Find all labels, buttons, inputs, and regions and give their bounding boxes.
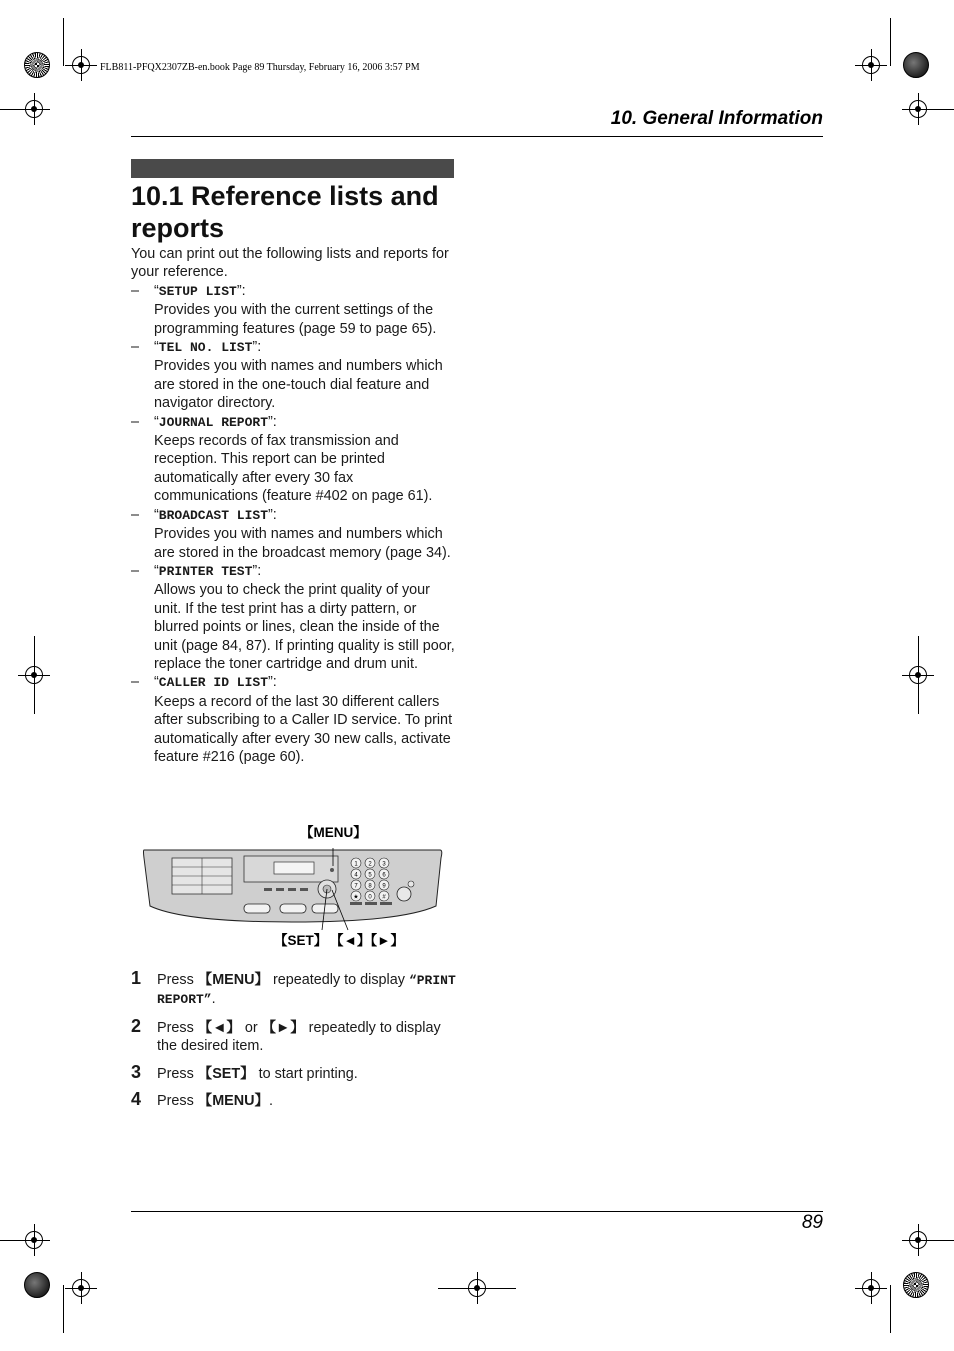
step: 3 Press 【SET】 to start printing. bbox=[131, 1061, 358, 1082]
keypad-key-label: 7 bbox=[354, 883, 358, 890]
step: 1 Press 【MENU】 repeatedly to display “PRINT REPORT”. bbox=[131, 968, 456, 1008]
report-name: “BROADCAST LIST”: bbox=[154, 506, 277, 523]
report-list-item bbox=[131, 562, 461, 673]
registration-target-icon bbox=[72, 1279, 90, 1297]
display-text: “PRINT REPORT” bbox=[157, 973, 456, 1008]
set-key-label: 【SET】 bbox=[274, 933, 328, 948]
report-list-item bbox=[131, 338, 461, 413]
list-dash: – bbox=[131, 506, 140, 523]
keypad-key-label: 4 bbox=[354, 872, 358, 879]
key-name: 【◄】 bbox=[197, 1019, 241, 1036]
key-name: 【MENU】 bbox=[197, 972, 269, 988]
registration-target-icon bbox=[862, 56, 880, 74]
keypad-key-label: 2 bbox=[368, 861, 372, 868]
footer-rule bbox=[131, 1211, 823, 1212]
report-list-item bbox=[131, 673, 461, 766]
key-name: 【SET】 bbox=[197, 1065, 255, 1082]
color-ball-mark-top-right bbox=[903, 52, 929, 78]
report-name: “JOURNAL REPORT”: bbox=[154, 413, 277, 430]
report-list-item bbox=[131, 506, 461, 562]
step-number: 4 bbox=[131, 1089, 142, 1110]
keypad-key-label: 5 bbox=[368, 872, 372, 879]
key-name: 【MENU】 bbox=[197, 1093, 269, 1110]
page-number: 89 bbox=[801, 1212, 823, 1233]
report-list-item bbox=[131, 413, 461, 506]
step: 2 Press 【◄】 or 【►】 repeatedly to display the desired item. bbox=[131, 1015, 441, 1055]
report-list bbox=[131, 282, 461, 767]
keypad-key-label: 1 bbox=[354, 861, 358, 868]
keypad-key-label: ★ bbox=[353, 894, 359, 901]
header-rule bbox=[131, 136, 823, 137]
report-description: Provides you with names and numbers which are stored in the broadcast memory (page 34). bbox=[154, 526, 451, 561]
starburst-mark-bottom-right bbox=[903, 1272, 929, 1298]
instruction-steps bbox=[131, 968, 461, 1119]
report-name: “PRINTER TEST”: bbox=[154, 562, 262, 579]
registration-target-icon bbox=[72, 56, 90, 74]
report-description: Keeps a record of the last 30 different callers after subscribing to a Caller ID service. To print automatically after every 30 new calls, activate feature #216 (page 60). bbox=[154, 693, 453, 765]
list-dash: – bbox=[131, 562, 140, 579]
report-name: “CALLER ID LIST”: bbox=[154, 674, 277, 691]
report-name: “TEL NO. LIST”: bbox=[154, 339, 262, 356]
report-name-text: BROADCAST LIST bbox=[158, 507, 269, 523]
report-name-text: TEL NO. LIST bbox=[158, 340, 253, 356]
step: 4 Press 【MENU】. bbox=[131, 1089, 273, 1110]
section-title: 10.1 Reference lists and reports bbox=[131, 181, 439, 243]
keypad-key-label: 6 bbox=[382, 872, 386, 879]
keypad-key-label: 0 bbox=[368, 894, 372, 901]
keypad-key-label: 3 bbox=[382, 861, 386, 868]
control-panel-diagram bbox=[140, 818, 450, 958]
list-dash: – bbox=[131, 282, 140, 299]
fax-panel-illustration bbox=[140, 818, 450, 958]
report-list-item bbox=[131, 282, 461, 338]
report-description: Keeps records of fax transmission and reception. This report can be printed automatically after every 30 fax communications (feature #402 on page 61). bbox=[154, 433, 433, 505]
report-name: “SETUP LIST”: bbox=[154, 282, 246, 299]
keypad-key-label: 8 bbox=[368, 883, 372, 890]
chapter-header: 10. General Information bbox=[610, 108, 823, 129]
list-dash: – bbox=[131, 674, 140, 691]
file-info-line: FLB811-PFQX2307ZB-en.book Page 89 Thursday, February 16, 2006 3:57 PM bbox=[100, 62, 420, 73]
keypad-key-label: # bbox=[382, 894, 386, 901]
report-name-text: SETUP LIST bbox=[158, 283, 237, 299]
section-content bbox=[131, 245, 461, 766]
list-dash: – bbox=[131, 339, 140, 356]
report-description: Provides you with the current settings of the programming features (page 59 to page 65). bbox=[154, 302, 437, 337]
report-description: Allows you to check the print quality of your unit. If the test print has a dirty pattern, or blurred points or lines, clean the inside of the unit (page 84, 87). If printing quality is still poor, replace the toner cartridge and drum unit. bbox=[154, 582, 455, 672]
report-name-text: CALLER ID LIST bbox=[158, 675, 269, 691]
menu-key-label: 【MENU】 bbox=[300, 825, 367, 840]
list-dash: – bbox=[131, 413, 140, 430]
report-description: Provides you with names and numbers which are stored in the one-touch dial feature and navigator directory. bbox=[154, 358, 443, 412]
step-number: 1 bbox=[131, 968, 142, 988]
registration-target-icon bbox=[862, 1279, 880, 1297]
keypad-key-label: 9 bbox=[382, 883, 386, 890]
arrow-keys-label: 【◄】【►】 bbox=[330, 933, 404, 948]
report-name-text: PRINTER TEST bbox=[158, 563, 253, 579]
step-number: 3 bbox=[131, 1061, 142, 1082]
step-number: 2 bbox=[131, 1015, 142, 1036]
starburst-mark-top-left bbox=[24, 52, 50, 78]
section-bar bbox=[131, 159, 454, 178]
intro-text: You can print out the following lists and reports for your reference. bbox=[131, 246, 449, 281]
color-ball-mark-bottom-left bbox=[24, 1272, 50, 1298]
report-name-text: JOURNAL REPORT bbox=[158, 414, 269, 430]
key-name: 【►】 bbox=[261, 1019, 305, 1036]
